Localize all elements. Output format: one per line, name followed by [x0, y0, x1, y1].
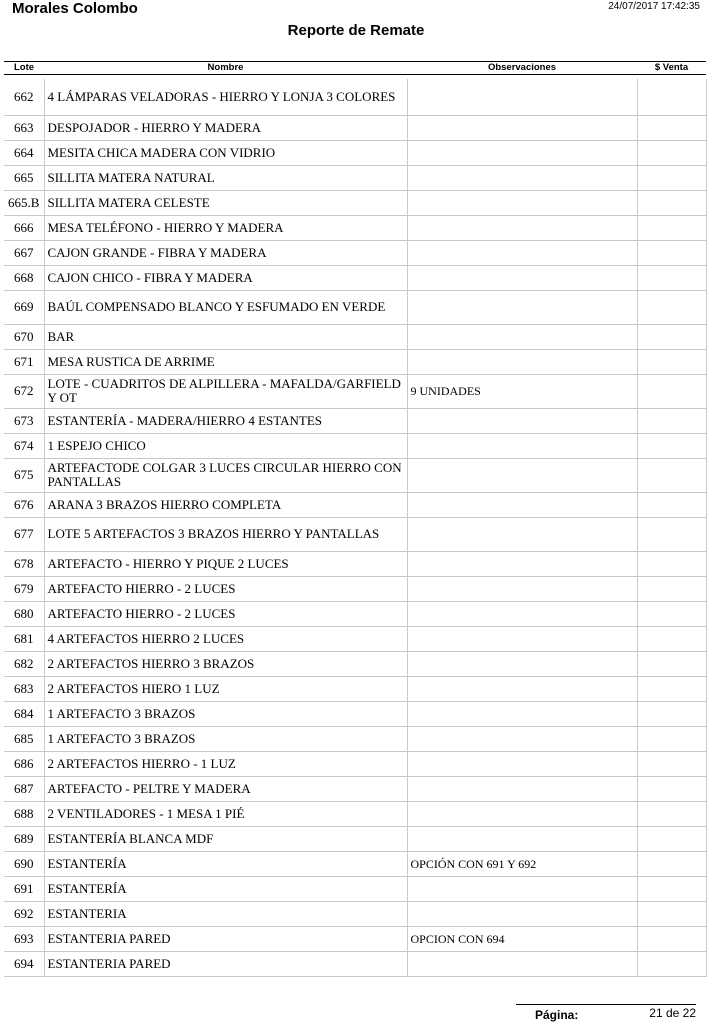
observaciones-cell — [407, 190, 637, 215]
nombre-cell: ESTANTERIA PARED — [44, 951, 407, 976]
table-row — [4, 140, 706, 165]
nombre-cell: LOTE - CUADRITOS DE ALPILLERA - MAFALDA/GARFIELD Y OT — [44, 374, 407, 408]
table-row — [4, 79, 706, 115]
table-row — [4, 265, 706, 290]
lote-cell: 692 — [4, 901, 44, 926]
lote-cell: 691 — [4, 876, 44, 901]
table-row — [4, 926, 706, 951]
nombre-cell: CAJON GRANDE - FIBRA Y MADERA — [44, 240, 407, 265]
lote-cell: 681 — [4, 626, 44, 651]
observaciones-cell — [407, 876, 637, 901]
lote-cell: 679 — [4, 576, 44, 601]
column-header-nombre: Nombre — [207, 62, 244, 73]
venta-cell — [637, 776, 706, 801]
observaciones-cell — [407, 458, 637, 492]
venta-cell — [637, 215, 706, 240]
nombre-cell: MESITA CHICA MADERA CON VIDRIO — [44, 140, 407, 165]
table-row — [4, 651, 706, 676]
lote-cell: 690 — [4, 851, 44, 876]
table-row — [4, 851, 706, 876]
column-header-venta: $ Venta — [654, 62, 689, 73]
lote-cell: 672 — [4, 374, 44, 408]
table-row — [4, 576, 706, 601]
nombre-cell: ARTEFACTODE COLGAR 3 LUCES CIRCULAR HIERRO CON PANTALLAS — [44, 458, 407, 492]
lote-cell: 664 — [4, 140, 44, 165]
nombre-cell: 1 ARTEFACTO 3 BRAZOS — [44, 701, 407, 726]
observaciones-cell — [407, 776, 637, 801]
observaciones-cell: OPCION CON 694 — [407, 926, 637, 951]
table-row — [4, 517, 706, 551]
table-row — [4, 726, 706, 751]
nombre-cell: ARTEFACTO HIERRO - 2 LUCES — [44, 601, 407, 626]
table-row — [4, 190, 706, 215]
lote-cell: 666 — [4, 215, 44, 240]
footer-rule — [516, 1004, 696, 1005]
lote-cell: 687 — [4, 776, 44, 801]
table-row — [4, 751, 706, 776]
column-header-lote: Lote — [13, 62, 35, 73]
nombre-cell: 2 ARTEFACTOS HIERO 1 LUZ — [44, 676, 407, 701]
table-row — [4, 115, 706, 140]
column-header-observaciones: Observaciones — [487, 62, 557, 73]
observaciones-cell — [407, 676, 637, 701]
venta-cell — [637, 951, 706, 976]
header-bottom-rule — [4, 74, 706, 75]
lote-cell: 682 — [4, 651, 44, 676]
lote-cell: 680 — [4, 601, 44, 626]
table-row — [4, 349, 706, 374]
company-name: Morales Colombo — [12, 0, 138, 17]
table-row — [4, 324, 706, 349]
table-row — [4, 951, 706, 976]
venta-cell — [637, 551, 706, 576]
venta-cell — [637, 826, 706, 851]
report-timestamp: 24/07/2017 17:42:35 — [608, 1, 700, 12]
venta-cell — [637, 576, 706, 601]
table-row — [4, 826, 706, 851]
lote-cell: 689 — [4, 826, 44, 851]
observaciones-cell — [407, 240, 637, 265]
nombre-cell: BAR — [44, 324, 407, 349]
lote-cell: 671 — [4, 349, 44, 374]
lote-cell: 667 — [4, 240, 44, 265]
table-row — [4, 551, 706, 576]
venta-cell — [637, 240, 706, 265]
nombre-cell: ESTANTERIA PARED — [44, 926, 407, 951]
observaciones-cell — [407, 265, 637, 290]
nombre-cell: CAJON CHICO - FIBRA Y MADERA — [44, 265, 407, 290]
observaciones-cell — [407, 79, 637, 115]
observaciones-cell — [407, 517, 637, 551]
nombre-cell: 1 ESPEJO CHICO — [44, 433, 407, 458]
nombre-cell: ESTANTERÍA — [44, 851, 407, 876]
observaciones-cell — [407, 324, 637, 349]
report-title: Reporte de Remate — [287, 22, 425, 39]
venta-cell — [637, 79, 706, 115]
lote-cell: 676 — [4, 492, 44, 517]
venta-cell — [637, 324, 706, 349]
lote-cell: 693 — [4, 926, 44, 951]
nombre-cell: MESA TELÉFONO - HIERRO Y MADERA — [44, 215, 407, 240]
observaciones-cell — [407, 826, 637, 851]
table-row — [4, 626, 706, 651]
venta-cell — [637, 851, 706, 876]
lote-cell: 662 — [4, 79, 44, 115]
nombre-cell: BAÚL COMPENSADO BLANCO Y ESFUMADO EN VERDE — [44, 290, 407, 324]
nombre-cell: ARTEFACTO HIERRO - 2 LUCES — [44, 576, 407, 601]
table-row — [4, 776, 706, 801]
table-row — [4, 492, 706, 517]
venta-cell — [637, 801, 706, 826]
observaciones-cell — [407, 215, 637, 240]
observaciones-cell — [407, 726, 637, 751]
lote-cell: 665.B — [4, 190, 44, 215]
lote-cell: 670 — [4, 324, 44, 349]
observaciones-cell — [407, 601, 637, 626]
observaciones-cell — [407, 951, 637, 976]
lote-cell: 684 — [4, 701, 44, 726]
page-number: 21 de 22 — [649, 1006, 696, 1020]
lots-table — [4, 79, 707, 977]
venta-cell — [637, 701, 706, 726]
lote-cell: 663 — [4, 115, 44, 140]
nombre-cell: 2 ARTEFACTOS HIERRO - 1 LUZ — [44, 751, 407, 776]
observaciones-cell — [407, 408, 637, 433]
nombre-cell: ESTANTERIA — [44, 901, 407, 926]
page-label: Página: — [535, 1008, 579, 1022]
nombre-cell: ARTEFACTO - PELTRE Y MADERA — [44, 776, 407, 801]
venta-cell — [637, 349, 706, 374]
venta-cell — [637, 676, 706, 701]
observaciones-cell — [407, 801, 637, 826]
observaciones-cell — [407, 751, 637, 776]
table-row — [4, 165, 706, 190]
observaciones-cell — [407, 492, 637, 517]
table-row — [4, 701, 706, 726]
venta-cell — [637, 265, 706, 290]
table-row — [4, 876, 706, 901]
lote-cell: 683 — [4, 676, 44, 701]
observaciones-cell — [407, 115, 637, 140]
table-row — [4, 408, 706, 433]
lote-cell: 674 — [4, 433, 44, 458]
nombre-cell: ARANA 3 BRAZOS HIERRO COMPLETA — [44, 492, 407, 517]
table-row — [4, 215, 706, 240]
nombre-cell: 1 ARTEFACTO 3 BRAZOS — [44, 726, 407, 751]
table-row — [4, 676, 706, 701]
lote-cell: 673 — [4, 408, 44, 433]
venta-cell — [637, 751, 706, 776]
observaciones-cell — [407, 290, 637, 324]
venta-cell — [637, 408, 706, 433]
lote-cell: 686 — [4, 751, 44, 776]
nombre-cell: ESTANTERÍA - MADERA/HIERRO 4 ESTANTES — [44, 408, 407, 433]
venta-cell — [637, 601, 706, 626]
observaciones-cell — [407, 701, 637, 726]
nombre-cell: 2 ARTEFACTOS HIERRO 3 BRAZOS — [44, 651, 407, 676]
table-row — [4, 240, 706, 265]
venta-cell — [637, 492, 706, 517]
venta-cell — [637, 626, 706, 651]
observaciones-cell — [407, 551, 637, 576]
table-row — [4, 374, 706, 408]
lote-cell: 688 — [4, 801, 44, 826]
table-row — [4, 433, 706, 458]
table-row — [4, 801, 706, 826]
nombre-cell: 2 VENTILADORES - 1 MESA 1 PIÉ — [44, 801, 407, 826]
nombre-cell: 4 ARTEFACTOS HIERRO 2 LUCES — [44, 626, 407, 651]
observaciones-cell — [407, 349, 637, 374]
venta-cell — [637, 140, 706, 165]
observaciones-cell — [407, 626, 637, 651]
nombre-cell: DESPOJADOR - HIERRO Y MADERA — [44, 115, 407, 140]
lote-cell: 675 — [4, 458, 44, 492]
venta-cell — [637, 290, 706, 324]
venta-cell — [637, 190, 706, 215]
nombre-cell: SILLITA MATERA CELESTE — [44, 190, 407, 215]
nombre-cell: 4 LÁMPARAS VELADORAS - HIERRO Y LONJA 3 COLORES — [44, 79, 407, 115]
venta-cell — [637, 726, 706, 751]
venta-cell — [637, 165, 706, 190]
lote-cell: 665 — [4, 165, 44, 190]
observaciones-cell — [407, 140, 637, 165]
lote-cell: 669 — [4, 290, 44, 324]
lote-cell: 677 — [4, 517, 44, 551]
lote-cell: 694 — [4, 951, 44, 976]
nombre-cell: ESTANTERÍA — [44, 876, 407, 901]
observaciones-cell: OPCIÓN CON 691 Y 692 — [407, 851, 637, 876]
observaciones-cell — [407, 901, 637, 926]
lote-cell: 668 — [4, 265, 44, 290]
lote-cell: 685 — [4, 726, 44, 751]
table-row — [4, 290, 706, 324]
venta-cell — [637, 458, 706, 492]
nombre-cell: LOTE 5 ARTEFACTOS 3 BRAZOS HIERRO Y PANTALLAS — [44, 517, 407, 551]
table-row — [4, 601, 706, 626]
observaciones-cell — [407, 651, 637, 676]
observaciones-cell — [407, 576, 637, 601]
venta-cell — [637, 901, 706, 926]
table-row — [4, 901, 706, 926]
venta-cell — [637, 517, 706, 551]
venta-cell — [637, 651, 706, 676]
nombre-cell: ARTEFACTO - HIERRO Y PIQUE 2 LUCES — [44, 551, 407, 576]
venta-cell — [637, 433, 706, 458]
table-row — [4, 458, 706, 492]
observaciones-cell — [407, 433, 637, 458]
venta-cell — [637, 374, 706, 408]
lots-table-body — [4, 79, 706, 976]
lote-cell: 678 — [4, 551, 44, 576]
venta-cell — [637, 926, 706, 951]
nombre-cell: MESA RUSTICA DE ARRIME — [44, 349, 407, 374]
venta-cell — [637, 115, 706, 140]
venta-cell — [637, 876, 706, 901]
nombre-cell: SILLITA MATERA NATURAL — [44, 165, 407, 190]
observaciones-cell: 9 UNIDADES — [407, 374, 637, 408]
observaciones-cell — [407, 165, 637, 190]
nombre-cell: ESTANTERÍA BLANCA MDF — [44, 826, 407, 851]
